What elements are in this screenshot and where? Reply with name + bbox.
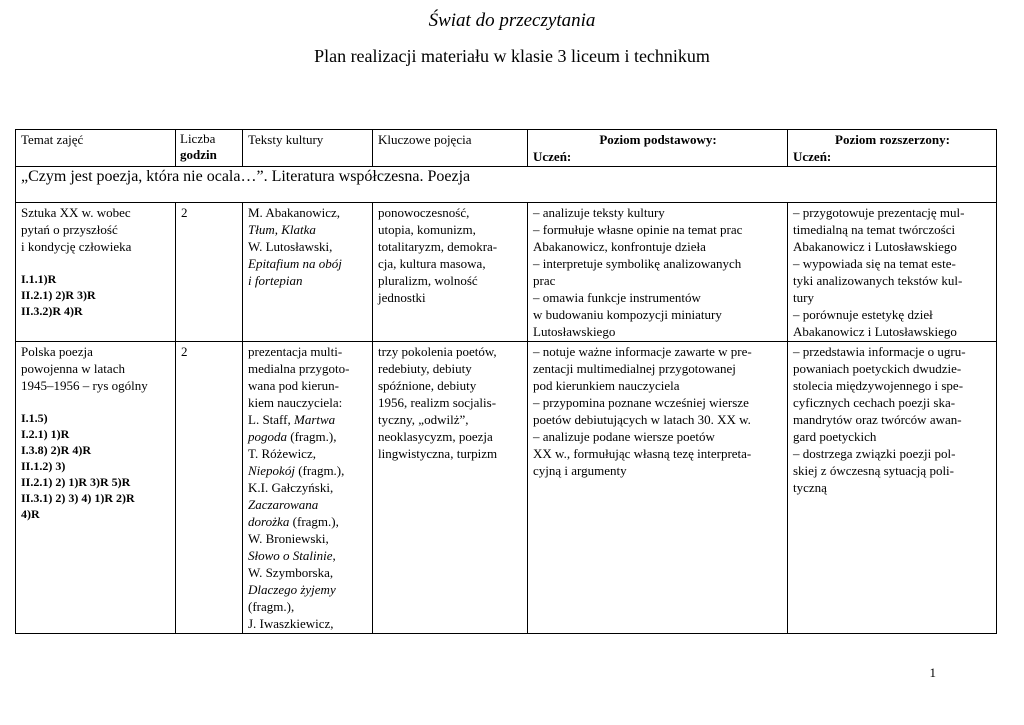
cell-line: – analizuje podane wiersze poetów <box>533 429 715 444</box>
cell-line: II.2.1) 2) 1)R 3)R 5)R <box>21 475 131 489</box>
basic-level-cell <box>528 342 788 634</box>
text-title-line: kiem nauczyciela: <box>248 395 343 410</box>
cell-line: – porównuje estetykę dzieł <box>793 307 933 322</box>
cell-line: – formułuje własne opinie na temat prac <box>533 222 743 237</box>
document-title: Świat do przeczytania <box>428 10 596 31</box>
cell-line: Abakanowicz i Lutosławskiego <box>793 324 957 339</box>
curriculum-codes <box>21 271 171 319</box>
cell-line: cyjną i argumenty <box>533 463 627 478</box>
text-title-line: medialna przygoto- <box>248 361 350 376</box>
topic-lines <box>21 204 171 255</box>
cell-line: I.3.8) 2)R 4)R <box>21 443 91 457</box>
header-basic-student: Uczeń: <box>533 149 572 164</box>
text-title-line: i fortepian <box>248 273 303 288</box>
cell-line: I.1.1)R <box>21 272 57 286</box>
texts-cell <box>243 203 373 342</box>
text-title-line: wana pod kierun- <box>248 378 339 393</box>
cell-line: zentacji multimedialnej przygotowanej <box>533 361 736 376</box>
topic-cell <box>16 342 176 634</box>
cell-line: utopia, komunizm, <box>378 222 476 237</box>
cell-line: skiej z ówczesną sytuacją poli- <box>793 463 954 478</box>
header-concepts: Kluczowe pojęcia <box>373 130 528 167</box>
cell-line: 1956, realizm socjalis- <box>378 395 497 410</box>
concepts-cell <box>373 203 528 342</box>
cell-line: spóźnione, debiuty <box>378 378 477 393</box>
header-extended-level <box>788 130 997 167</box>
header-basic-level-label: Poziom podstawowy: <box>599 132 717 147</box>
cell-line: tury <box>793 290 814 305</box>
cell-line: – przedstawia informacje o ugru- <box>793 344 966 359</box>
cell-line: stolecia międzywojennego i spe- <box>793 378 964 393</box>
cell-line: – omawia funkcje instrumentów <box>533 290 701 305</box>
text-title-line: pogoda (fragm.), <box>248 429 337 444</box>
cell-line: tyczny, „odwilż”, <box>378 412 469 427</box>
topic-lines <box>21 343 171 394</box>
cell-line: neoklasycyzm, poezja <box>378 429 493 444</box>
text-title-line: Dlaczego żyjemy <box>248 582 336 597</box>
basic-level-cell <box>528 203 788 342</box>
text-title-line: J. Iwaszkiewicz, <box>248 616 334 631</box>
cell-line: gard poetyckich <box>793 429 877 444</box>
lesson-plan-table <box>15 129 997 634</box>
cell-line: tyki analizowanych tekstów kul- <box>793 273 963 288</box>
cell-line: XX w., formułując własną tezę interpreta- <box>533 446 752 461</box>
cell-line: totalitaryzm, demokra- <box>378 239 498 254</box>
table-row <box>16 342 997 634</box>
concepts-cell <box>373 342 528 634</box>
cell-line: – notuje ważne informacje zawarte w pre- <box>533 344 752 359</box>
text-title-line: dorożka (fragm.), <box>248 514 339 529</box>
page-number: 1 <box>929 665 936 680</box>
cell-line: powaniach poetyckich dwudzie- <box>793 361 962 376</box>
cell-line: Lutosławskiego <box>533 324 616 339</box>
text-title-line: W. Szymborska, <box>248 565 334 580</box>
cell-line: II.1.2) 3) <box>21 459 66 473</box>
cell-line: II.2.1) 2)R 3)R <box>21 288 96 302</box>
cell-line: powojenna w latach <box>21 361 125 376</box>
cell-line: II.3.1) 2) 3) 4) 1)R 2)R <box>21 491 135 505</box>
text-title-line: Tłum, Klatka <box>248 222 316 237</box>
cell-line: Sztuka XX w. wobec <box>21 205 131 220</box>
cell-line: i kondycję człowieka <box>21 239 132 254</box>
text-title-line: K.I. Gałczyński, <box>248 480 334 495</box>
cell-line: tyczną <box>793 480 827 495</box>
header-basic-level <box>528 130 788 167</box>
cell-line: 1945–1956 – rys ogólny <box>21 378 148 393</box>
header-extended-level-label: Poziom rozszerzony: <box>835 132 950 147</box>
cell-line: trzy pokolenia poetów, <box>378 344 497 359</box>
cell-line: w budowaniu kompozycji miniatury <box>533 307 722 322</box>
header-hours <box>176 130 243 167</box>
text-title-line: prezentacja multi- <box>248 344 343 359</box>
cell-line: prac <box>533 273 556 288</box>
cell-line: – interpretuje symbolikę analizowanych <box>533 256 742 271</box>
extended-level-cell <box>788 203 997 342</box>
text-title-line: Słowo o Stalinie, <box>248 548 336 563</box>
cell-line: pod kierunkiem nauczyciela <box>533 378 680 393</box>
curriculum-codes <box>21 410 171 522</box>
cell-line: 4)R <box>21 507 40 521</box>
header-topic: Temat zajęć <box>16 130 176 167</box>
cell-line: ponowoczesność, <box>378 205 470 220</box>
cell-line: cja, kultura masowa, <box>378 256 486 271</box>
topic-cell <box>16 203 176 342</box>
cell-line: lingwistyczna, turpizm <box>378 446 498 461</box>
text-title-line: T. Różewicz, <box>248 446 316 461</box>
cell-line: pluralizm, wolność <box>378 273 478 288</box>
text-title-line: M. Abakanowicz, <box>248 205 341 220</box>
hours-cell: 2 <box>176 342 243 634</box>
cell-line: mandrytów oraz twórców awan- <box>793 412 962 427</box>
text-title-line: (fragm.), <box>248 599 295 614</box>
texts-cell <box>243 342 373 634</box>
cell-line: jednostki <box>378 290 426 305</box>
header-extended-student: Uczeń: <box>793 149 832 164</box>
cell-line: poetów debiutujących w latach 30. XX w. <box>533 412 751 427</box>
text-title-line: Zaczarowana <box>248 497 319 512</box>
text-title-line: L. Staff, Martwa <box>248 412 336 427</box>
cell-line: Abakanowicz, konfrontuje dzieła <box>533 239 706 254</box>
cell-line: I.1.5) <box>21 411 48 425</box>
text-title-line: Epitafium na obój <box>248 256 342 271</box>
section-heading: „Czym jest poezja, która nie ocala…”. Literatura współczesna. Poezja <box>16 167 997 203</box>
cell-line: I.2.1) 1)R <box>21 427 70 441</box>
cell-line: II.3.2)R 4)R <box>21 304 83 318</box>
extended-level-cell <box>788 342 997 634</box>
cell-line: Polska poezja <box>21 344 93 359</box>
table-row <box>16 203 997 342</box>
cell-line: – wypowiada się na temat este- <box>793 256 956 271</box>
document-subtitle: Plan realizacji materiału w klasie 3 liceum i technikum <box>314 46 710 66</box>
cell-line: – dostrzega związki poezji pol- <box>793 446 956 461</box>
cell-line: timedialną na temat twórczości <box>793 222 956 237</box>
text-title-line: W. Broniewski, <box>248 531 329 546</box>
cell-line: – analizuje teksty kultury <box>533 205 665 220</box>
cell-line: pytań o przyszłość <box>21 222 118 237</box>
cell-line: redebiuty, debiuty <box>378 361 472 376</box>
cell-line: – przygotowuje prezentację mul- <box>793 205 965 220</box>
cell-line: Abakanowicz i Lutosławskiego <box>793 239 957 254</box>
cell-line: – przypomina poznane wcześniej wiersze <box>533 395 749 410</box>
hours-cell: 2 <box>176 203 243 342</box>
text-title-line: Niepokój (fragm.), <box>248 463 345 478</box>
header-hours-line2: godzin <box>180 147 217 162</box>
text-title-line: W. Lutosławski, <box>248 239 333 254</box>
header-texts: Teksty kultury <box>243 130 373 167</box>
cell-line: cyficznych cechach poezji ska- <box>793 395 956 410</box>
header-hours-line1: Liczba <box>180 131 216 146</box>
